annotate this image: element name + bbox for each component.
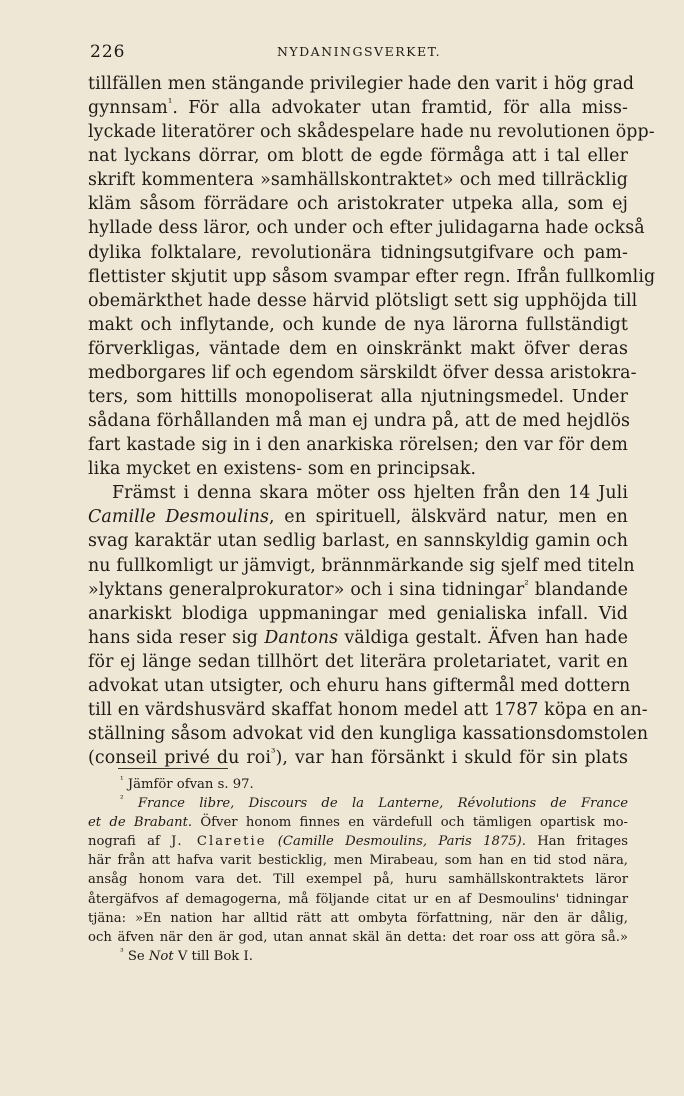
author-name: J. Claretie bbox=[171, 834, 267, 850]
text-line: fart kastade sig in i den anarkiska rörelsen; den var för dem bbox=[88, 435, 628, 456]
text-line: Främst i denna skara möter oss hjelten från den 14 Juli bbox=[112, 483, 628, 504]
text-line: flettister skjutit upp såsom svampar efter regn. Ifrån fullkomlig bbox=[88, 266, 656, 287]
text-line: sådana förhållanden må man ej undra på, att de med hejdlös bbox=[88, 411, 631, 432]
footnote-divider bbox=[118, 768, 228, 769]
footnote-3: $^{^3}$ Se Not V till Bok I. bbox=[120, 947, 253, 964]
text-line: medborgares lif och egendom särskildt öfver dessa aristokra- bbox=[88, 362, 637, 383]
text-line: hans sida reser sig Dantons väldiga gestalt. Äfven han hade bbox=[88, 627, 629, 648]
text-line: tillfällen men stängande privilegier hade den varit i hög grad bbox=[88, 74, 635, 94]
text-line: advokat utan utsigter, och ehuru hans giftermål med dottern bbox=[88, 675, 631, 696]
footnote-line: återgäfvos af demagogerna, må följande citat ur en af Desmoulins' tidningar bbox=[88, 891, 628, 907]
page-number: 226 bbox=[90, 42, 126, 62]
text-line: skrift kommentera »samhällskontraktet» och med tillräcklig bbox=[88, 170, 628, 191]
text-line: (conseil privé du roi$^{^3}$), var han försänkt i skuld för sin plats bbox=[88, 746, 628, 769]
footnote-line: tjäna: »En nation har alltid rätt att ombyta författning, när den är dålig, bbox=[88, 910, 628, 926]
footnote-2: $^{^2}$ France libre, Discours de la Lanterne, Révolutions de France bbox=[120, 794, 628, 812]
footnote-line: et de Brabant. Öfver honom finnes en värdefull och tämligen opartisk mo- bbox=[88, 815, 628, 831]
text-line: »lyktans generalprokurator» och i sina tidningar$^{^2}$ blandande bbox=[88, 577, 628, 600]
footnote-line: och äfven när den är god, utan annat skäl än detta: det roar oss att göra så.» bbox=[88, 929, 628, 945]
person-name: Camille Desmoulins bbox=[88, 507, 270, 528]
text-line: Camille Desmoulins, en spirituell, älskvärd natur, men en bbox=[88, 507, 628, 528]
text-line: ställning såsom advokat vid den kungliga kassationsdomstolen bbox=[88, 724, 649, 745]
text-line: lika mycket en existens- som en principsak. bbox=[88, 459, 477, 480]
text-line: till en värdshusvärd skaffat honom medel att 1787 köpa en an- bbox=[88, 700, 648, 721]
footnote-ref: ¹ bbox=[167, 96, 173, 110]
text-line: kläm såsom förrädare och aristokrater utpeka alla, som ej bbox=[88, 194, 628, 215]
text-line: dylika folktalare, revolutionära tidningsutgifvare och pam- bbox=[88, 242, 628, 263]
main-text bbox=[88, 72, 656, 770]
text-line: svag karaktär utan sedlig barlast, en sannskyldig gamin och bbox=[88, 531, 628, 552]
footnote-ref: ² bbox=[524, 577, 529, 591]
text-line: nu fullkomligt ur jämvigt, brännmärkande sig sjelf med titeln bbox=[88, 555, 635, 576]
text-line: hyllade dess läror, och under och efter julidagarna hade också bbox=[88, 218, 645, 239]
running-title: NYDANINGSVERKET. bbox=[276, 44, 442, 59]
text-line: lyckade literatörer och skådespelare hade nu revolutionen öpp- bbox=[88, 122, 655, 143]
text-line: obemärkthet hade desse härvid plötsligt sett sig upphöjda till bbox=[88, 290, 638, 311]
page-header bbox=[90, 42, 628, 66]
footnote-line: nografi af J. Claretie (Camille Desmoulins, Paris 1875). Han fritages bbox=[88, 834, 628, 850]
footnotes bbox=[88, 775, 628, 966]
footnote-ref: ³ bbox=[270, 746, 276, 760]
text-line: nat lyckans dörrar, om blott de egde förmåga att i tal eller bbox=[88, 146, 628, 167]
text-line: anarkiskt blodiga uppmaningar med genialiska infall. Vid bbox=[88, 603, 628, 624]
person-name: Dantons bbox=[264, 627, 339, 648]
text-line: makt och inflytande, och kunde de nya lärorna fullständigt bbox=[88, 314, 628, 335]
text-line: gynnsam$^{^1}$. För alla advokater utan framtid, för alla miss- bbox=[88, 96, 628, 119]
footnote-line: ansåg honom vara det. Till exempel på, huru samhällskontraktets läror bbox=[88, 872, 628, 888]
footnote-line: här från att hafva varit besticklig, men Mirabeau, som han en tid stod nära, bbox=[88, 853, 628, 869]
text-line: ters, som hittills monopoliserat alla njutningsmedel. Under bbox=[88, 387, 628, 408]
text-line: förverkligas, väntade dem en oinskränkt makt öfver deras bbox=[88, 338, 628, 359]
text-line: för ej länge sedan tillhört det literära proletariatet, varit en bbox=[88, 651, 628, 672]
work-titles: France libre, Discours de la Lanterne, Révolutions de France bbox=[137, 796, 628, 812]
footnote-1: $^{^1}$ Jämför ofvan s. 97. bbox=[120, 775, 254, 792]
